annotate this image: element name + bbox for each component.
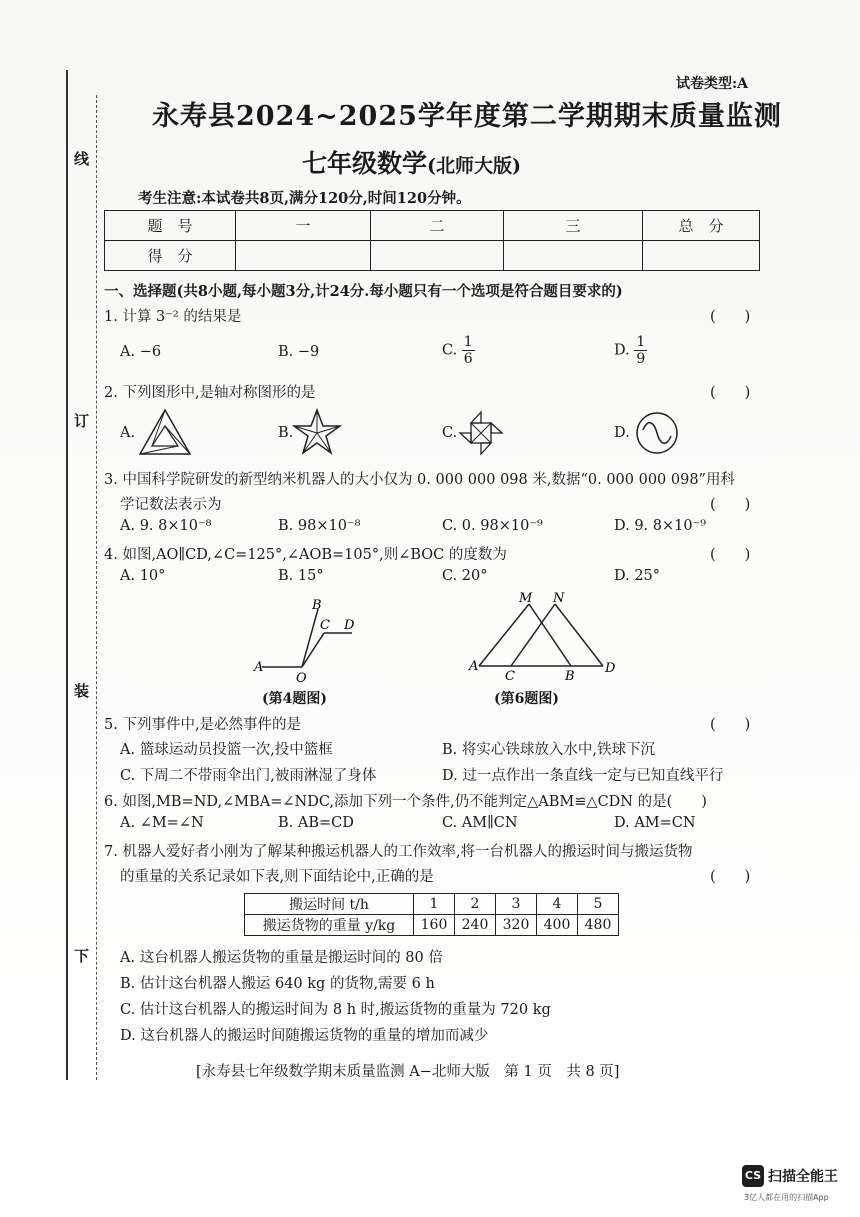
q1-option-a: A. −6 xyxy=(120,344,162,360)
figure-6 xyxy=(465,590,625,682)
subtitle-edition: (北师大版) xyxy=(427,155,521,177)
q5-answer-paren[interactable]: ( ) xyxy=(710,717,751,733)
q1-d-numerator: 1 xyxy=(636,334,646,350)
fig4-label-o: O xyxy=(296,671,307,683)
q5-stem: 5. 下列事件中,是必然事件的是 xyxy=(104,717,302,733)
q3-option-c: C. 0. 98×10⁻⁹ xyxy=(442,518,543,534)
exam-notice: 考生注意:本试卷共8页,满分120分,时间120分钟。 xyxy=(138,190,471,207)
q7-answer-paren[interactable]: ( ) xyxy=(710,869,751,885)
q7-table-cell: 480 xyxy=(578,915,619,936)
q1-stem: 1. 计算 3⁻² 的结果是 xyxy=(104,309,242,325)
scanner-brand: 扫描全能王 xyxy=(768,1169,838,1185)
fig6-label-d: D xyxy=(605,661,616,676)
score-cell-2[interactable] xyxy=(371,241,504,271)
q7-table-head-cell: 5 xyxy=(578,894,619,915)
fig4-label-b: B xyxy=(312,598,322,613)
q7-table-head-cell: 2 xyxy=(455,894,496,915)
q1-option-d xyxy=(614,334,647,367)
subtitle-main: 七年级数学 xyxy=(302,149,428,178)
q1-option-c xyxy=(442,334,475,367)
q7-stem-line1: 7. 机器人爱好者小刚为了解某种搬运机器人的工作效率,将一台机器人的搬运时间与搬运货物 xyxy=(104,844,693,860)
binding-edge xyxy=(66,70,68,1080)
q6-option-b: B. AB=CD xyxy=(278,815,354,831)
q2-star-figure xyxy=(292,408,342,456)
q7-table-head-label: 搬运时间 t/h xyxy=(245,894,414,915)
q1-option-d-label: D. xyxy=(614,342,630,359)
side-label-xian: 线 xyxy=(74,150,90,168)
page-title: 永寿县2024~2025学年度第二学期期末质量监测 xyxy=(152,101,782,132)
q3-answer-paren[interactable]: ( ) xyxy=(710,497,751,513)
binding-dashed-line xyxy=(96,95,97,1080)
page-footer: [永寿县七年级数学期末质量监测 A−北师大版 第 1 页 共 8 页] xyxy=(196,1064,620,1080)
section1-heading: 一、选择题(共8小题,每小题3分,计24分.每小题只有一个选项是符合题目要求的) xyxy=(104,283,623,300)
q2-option-a: A. xyxy=(120,425,136,441)
q2-triangle-figure xyxy=(138,408,192,456)
fig4-label-c: C xyxy=(320,618,330,633)
q7-option-d: D. 这台机器人的搬运时间随搬运货物的重量的增加而减少 xyxy=(120,1028,489,1044)
fig6-label-a: A xyxy=(469,659,479,674)
q1-option-c-fraction xyxy=(462,334,475,367)
fig6-label-c: C xyxy=(505,669,515,682)
q7-table-head-cell: 1 xyxy=(414,894,455,915)
q6-option-d: D. AM=CN xyxy=(614,815,696,831)
q3-option-a: A. 9. 8×10⁻⁸ xyxy=(120,518,212,534)
fig6-label-m: M xyxy=(519,591,533,606)
q7-table-head-cell: 4 xyxy=(537,894,578,915)
score-head-total: 总 分 xyxy=(643,211,760,241)
q5-option-b: B. 将实心铁球放入水中,铁球下沉 xyxy=(442,742,655,758)
fig4-label-a: A xyxy=(254,660,264,675)
q7-table-row-label: 搬运货物的重量 y/kg xyxy=(245,915,414,936)
q7-option-a: A. 这台机器人搬运货物的重量是搬运时间的 80 倍 xyxy=(120,950,443,966)
fig4-label-d: D xyxy=(344,618,355,633)
score-row-label: 得 分 xyxy=(105,241,236,271)
q1-option-b: B. −9 xyxy=(278,344,320,360)
q3-stem-line2: 学记数法表示为 xyxy=(120,497,222,513)
q7-stem-line2: 的重量的关系记录如下表,则下面结论中,正确的是 xyxy=(120,869,434,885)
score-cell-3[interactable] xyxy=(504,241,643,271)
paper-type: 试卷类型:A xyxy=(676,76,749,92)
q1-d-denominator: 9 xyxy=(636,351,646,367)
q4-option-a: A. 10° xyxy=(120,568,166,584)
side-label-xia: 下 xyxy=(74,947,90,965)
score-head-2: 二 xyxy=(371,211,504,241)
q7-table-cell: 160 xyxy=(414,915,455,936)
q1-answer-paren[interactable]: ( ) xyxy=(710,309,751,325)
score-table xyxy=(104,210,760,271)
score-head-1: 一 xyxy=(236,211,371,241)
fig4-caption: (第4题图) xyxy=(262,691,327,707)
page-subtitle xyxy=(302,144,521,180)
q4-option-b: B. 15° xyxy=(278,568,324,584)
side-label-ding: 订 xyxy=(74,412,90,430)
q4-option-c: C. 20° xyxy=(442,568,488,584)
q6-option-c: C. AM∥CN xyxy=(442,815,518,831)
q2-taiji-figure xyxy=(634,410,680,456)
q1-c-numerator: 1 xyxy=(463,334,473,350)
q7-option-c: C. 估计这台机器人的搬运时间为 8 h 时,搬运货物的重量为 720 kg xyxy=(120,1002,551,1018)
side-label-zhuang: 装 xyxy=(74,682,90,700)
q4-stem: 4. 如图,AO∥CD,∠C=125°,∠AOB=105°,则∠BOC 的度数为 xyxy=(104,547,507,563)
q7-option-b: B. 估计这台机器人搬运 640 kg 的货物,需要 6 h xyxy=(120,976,435,992)
q2-answer-paren[interactable]: ( ) xyxy=(710,385,751,401)
q5-option-d: D. 过一点作出一条直线一定与已知直线平行 xyxy=(442,768,724,784)
score-cell-1[interactable] xyxy=(236,241,371,271)
score-head-label: 题 号 xyxy=(105,211,236,241)
q3-stem-line1: 3. 中国科学院研发的新型纳米机器人的大小仅为 0. 000 000 098 米,数据“0. 000 000 098”用科 xyxy=(104,472,735,488)
q5-option-a: A. 篮球运动员投篮一次,投中篮框 xyxy=(120,742,333,758)
q2-pinwheel-figure xyxy=(458,410,504,456)
q7-table-cell: 320 xyxy=(496,915,537,936)
q6-stem: 6. 如图,MB=ND,∠MBA=∠NDC,添加下列一个条件,仍不能判定△ABM≌△CDN 的是( ) xyxy=(104,794,707,810)
q1-c-denominator: 6 xyxy=(463,351,473,367)
q5-option-c: C. 下周二不带雨伞出门,被雨淋湿了身体 xyxy=(120,768,377,784)
fig6-label-b: B xyxy=(565,669,575,682)
q2-option-b: B. xyxy=(278,425,294,441)
q1-option-d-fraction xyxy=(634,334,647,367)
figure-4 xyxy=(252,595,372,683)
fig6-label-n: N xyxy=(553,591,565,606)
score-cell-total[interactable] xyxy=(643,241,760,271)
q3-option-d: D. 9. 8×10⁻⁹ xyxy=(614,518,707,534)
fig6-caption: (第6题图) xyxy=(494,691,559,707)
scanner-logo-icon: CS xyxy=(742,1165,764,1187)
scanner-tagline: 3亿人都在用的扫描App xyxy=(744,1193,829,1202)
q7-table-cell: 400 xyxy=(537,915,578,936)
q7-table-cell: 240 xyxy=(455,915,496,936)
q4-option-d: D. 25° xyxy=(614,568,661,584)
q7-data-table xyxy=(244,893,619,936)
q3-option-b: B. 98×10⁻⁸ xyxy=(278,518,361,534)
q4-answer-paren[interactable]: ( ) xyxy=(710,547,751,563)
q2-stem: 2. 下列图形中,是轴对称图形的是 xyxy=(104,385,316,401)
q1-option-c-label: C. xyxy=(442,342,458,359)
q2-option-c: C. xyxy=(442,425,458,441)
q2-option-d: D. xyxy=(614,425,630,441)
q6-option-a: A. ∠M=∠N xyxy=(120,815,204,831)
score-head-3: 三 xyxy=(504,211,643,241)
q7-table-head-cell: 3 xyxy=(496,894,537,915)
